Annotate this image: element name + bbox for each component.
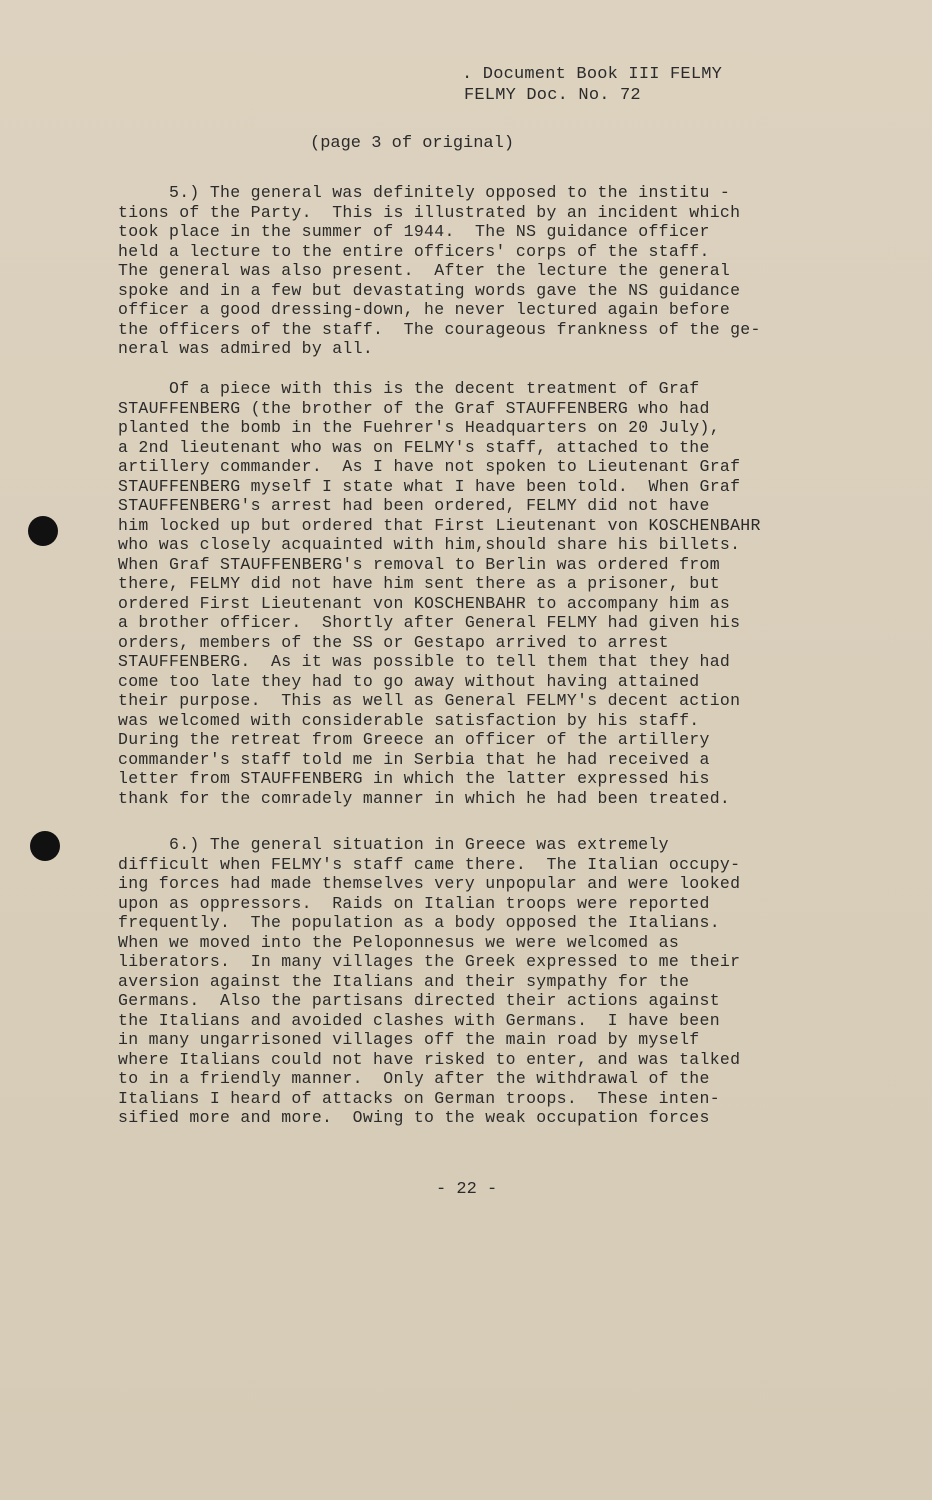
text-line: a 2nd lieutenant who was on FELMY's staff, attached to the xyxy=(118,437,710,457)
text-line: frequently. The population as a body opposed the Italians. xyxy=(118,913,720,932)
text-line: liberators. In many villages the Greek expressed to me their xyxy=(118,952,741,971)
page-number: - 22 - xyxy=(436,1180,498,1199)
text-line: him locked up but ordered that First Lieutenant von KOSCHENBAHR xyxy=(118,515,761,535)
punch-hole xyxy=(28,516,58,546)
text-line: there, FELMY did not have him sent there as a prisoner, but xyxy=(118,574,720,593)
paragraph-5 xyxy=(118,183,761,359)
text-line: difficult when FELMY's staff came there. The Italian occupy- xyxy=(118,854,741,874)
text-line: ordered First Lieutenant von KOSCHENBAHR to accompany him as xyxy=(118,593,731,613)
text-line: ing forces had made themselves very unpopular and were looked xyxy=(118,874,741,893)
text-line: planted the bomb in the Fuehrer's Headquarters on 20 July), xyxy=(118,418,720,437)
document-header xyxy=(462,64,722,106)
text-line: who was closely acquainted with him,should share his billets. xyxy=(118,535,741,554)
text-line: officer a good dressing-down, he never lectured again before xyxy=(118,300,731,319)
text-line: took place in the summer of 1944. The NS guidance officer xyxy=(118,222,710,241)
text-line: Of a piece with this is the decent treatment of Graf xyxy=(118,379,700,398)
text-line: sified more and more. Owing to the weak occupation forces xyxy=(118,1108,710,1127)
text-line: STAUFFENBERG. As it was possible to tell them that they had xyxy=(118,652,731,671)
text-line: to in a friendly manner. Only after the withdrawal of the xyxy=(118,1069,710,1088)
original-page-reference: (page 3 of original) xyxy=(310,134,515,153)
text-line: aversion against the Italians and their sympathy for the xyxy=(118,971,690,991)
punch-hole xyxy=(30,831,60,861)
paragraph-6 xyxy=(118,835,740,1128)
text-line: 6.) The general situation in Greece was extremely xyxy=(118,835,669,854)
text-line: orders, members of the SS or Gestapo arrived to arrest xyxy=(118,632,669,652)
text-line: artillery commander. As I have not spoken to Lieutenant Graf xyxy=(118,457,741,476)
text-line: STAUFFENBERG myself I state what I have been told. When Graf xyxy=(118,476,741,496)
text-line: During the retreat from Greece an officer of the artillery xyxy=(118,730,710,749)
document-number: FELMY Doc. No. 72 xyxy=(464,86,641,105)
text-line: neral was admired by all. xyxy=(118,339,374,358)
text-line: STAUFFENBERG's arrest had been ordered, FELMY did not have xyxy=(118,496,710,515)
text-line: STAUFFENBERG (the brother of the Graf STAUFFENBERG who had xyxy=(118,398,710,418)
text-line: where Italians could not have risked to enter, and was talked xyxy=(118,1049,741,1069)
text-line: 5.) The general was definitely opposed to the institu - xyxy=(118,183,731,202)
text-line: tions of the Party. This is illustrated by an incident which xyxy=(118,202,741,222)
text-line: Italians I heard of attacks on German troops. These inten- xyxy=(118,1088,720,1108)
text-line: letter from STAUFFENBERG in which the latter expressed his xyxy=(118,769,710,788)
text-line: their purpose. This as well as General FELMY's decent action xyxy=(118,691,741,710)
text-line: When we moved into the Peloponnesus we were welcomed as xyxy=(118,932,680,952)
paragraph-stauffenberg xyxy=(118,379,761,808)
text-line: thank for the comradely manner in which he had been treated. xyxy=(118,788,731,808)
text-line: commander's staff told me in Serbia that he had received a xyxy=(118,749,710,769)
text-line: spoke and in a few but devastating words gave the NS guidance xyxy=(118,280,741,300)
text-line: upon as oppressors. Raids on Italian troops were reported xyxy=(118,893,710,913)
text-line: the officers of the staff. The courageous frankness of the ge- xyxy=(118,319,761,339)
text-line: Germans. Also the partisans directed their actions against xyxy=(118,991,720,1010)
text-line: come too late they had to go away without having attained xyxy=(118,671,700,691)
text-line: held a lecture to the entire officers' corps of the staff. xyxy=(118,241,710,261)
text-line: in many ungarrisoned villages off the main road by myself xyxy=(118,1030,700,1049)
text-line: a brother officer. Shortly after General FELMY had given his xyxy=(118,613,741,632)
text-line: the Italians and avoided clashes with Germans. I have been xyxy=(118,1010,720,1030)
document-book-reference: . Document Book III FELMY xyxy=(462,65,723,84)
text-line: was welcomed with considerable satisfaction by his staff. xyxy=(118,710,700,730)
text-line: When Graf STAUFFENBERG's removal to Berlin was ordered from xyxy=(118,554,720,574)
text-line: The general was also present. After the lecture the general xyxy=(118,261,731,280)
